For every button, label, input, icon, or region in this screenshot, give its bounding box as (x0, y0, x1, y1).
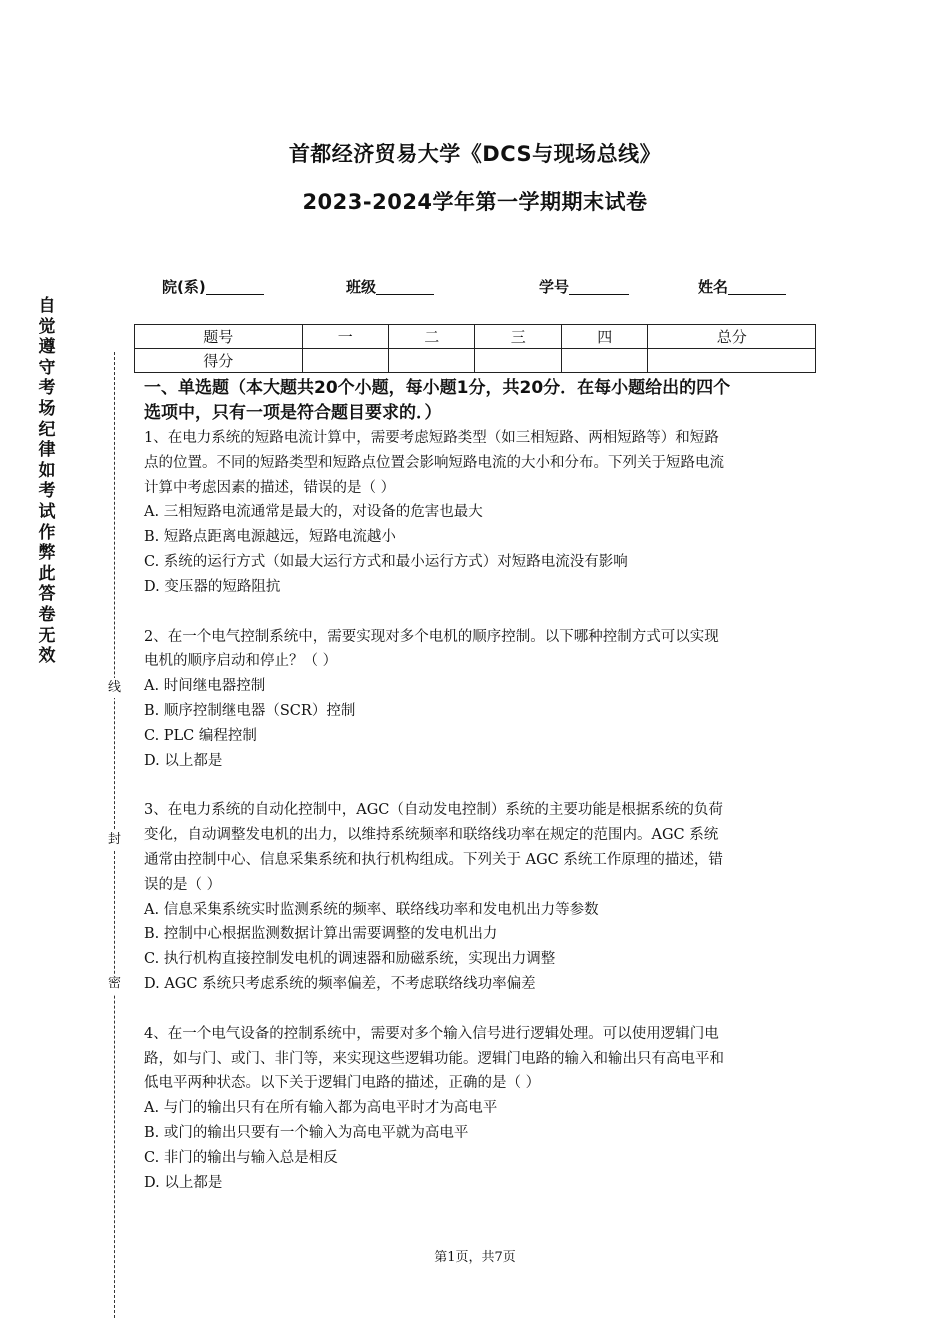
question-gap (144, 600, 812, 625)
question-text: 点的位置。不同的短路类型和短路点位置会影响短路电流的大小和分布。下列关于短路电流 (144, 454, 724, 471)
answer-option[interactable]: B. 顺序控制继电器（SCR）控制 (144, 702, 356, 719)
answer-option[interactable]: D. 以上都是 (144, 1174, 223, 1191)
side-notice-char: 答 (38, 584, 56, 605)
question-text: 电机的顺序启动和停止？（ ） (144, 653, 338, 670)
side-notice-char: 守 (38, 357, 56, 378)
score-table (134, 324, 816, 373)
side-notice-char: 无 (38, 625, 56, 646)
score-cell-header: 四 (561, 325, 647, 349)
question-text: 误的是（ ） (144, 876, 222, 893)
side-notice-char: 卷 (38, 604, 56, 625)
side-notice-char: 试 (38, 501, 56, 522)
question-text: 计算中考虑因素的描述，错误的是（ ） (144, 479, 396, 496)
score-table-score-row (135, 349, 816, 373)
question-text: 路，如与门、或门、非门等，来实现这些逻辑功能。逻辑门电路的输入和输出只有高电平和 (144, 1050, 724, 1067)
question-gap (144, 997, 812, 1022)
exam-title-line1: 首都经济贸易大学《DCS与现场总线》 (288, 142, 662, 166)
side-notice-char: 如 (38, 460, 56, 481)
question-text: 低电平两种状态。以下关于逻辑门电路的描述，正确的是（ ） (144, 1075, 541, 1092)
exam-content (144, 376, 812, 1195)
side-notice-char: 弊 (38, 543, 56, 564)
score-cell-empty[interactable] (302, 349, 388, 373)
answer-option[interactable]: A. 时间继电器控制 (144, 678, 266, 695)
side-notice-char: 纪 (38, 419, 56, 440)
answer-option[interactable]: C. 非门的输出与输入总是相反 (144, 1149, 338, 1166)
seal-mark-secret: 密 (106, 974, 123, 994)
name-label: 姓名 (698, 278, 729, 296)
side-notice-char: 自 (38, 296, 56, 316)
answer-option[interactable]: D. 以上都是 (144, 752, 223, 769)
score-cell-header: 题号 (135, 325, 303, 349)
question-block (144, 625, 812, 799)
side-notice-char: 遵 (38, 337, 56, 358)
side-notice-char: 律 (38, 440, 56, 461)
score-cell-empty[interactable] (475, 349, 561, 373)
seal-mark-seal: 封 (106, 830, 123, 850)
score-cell-header: 一 (302, 325, 388, 349)
score-cell-header: 三 (475, 325, 561, 349)
class-field (346, 276, 434, 297)
question-text: 通常由控制中心、信息采集系统和执行机构组成。下列关于 AGC 系统工作原理的描述，错 (144, 851, 723, 868)
side-notice-char: 觉 (38, 316, 56, 337)
answer-option[interactable]: B. 短路点距离电源越远，短路电流越小 (144, 529, 396, 546)
answer-option[interactable]: A. 三相短路电流通常是最大的，对设备的危害也最大 (144, 504, 483, 521)
question-text: 1、在电力系统的短路电流计算中，需要考虑短路类型（如三相短路、两相短路等）和短路 (144, 430, 719, 446)
question-block (144, 426, 812, 625)
answer-option[interactable]: D. AGC 系统只考虑系统的频率偏差，不考虑联络线功率偏差 (144, 975, 536, 992)
score-cell-empty[interactable] (648, 349, 816, 373)
score-cell-header: 二 (388, 325, 474, 349)
section-heading: 选项中，只有一项是符合题目要求的．） (144, 403, 442, 423)
answer-option[interactable]: B. 或门的输出只要有一个输入为高电平就为高电平 (144, 1124, 469, 1141)
page-footer: 第1页，共7页 (434, 1250, 516, 1265)
score-cell-header: 总分 (648, 325, 816, 349)
student-id-field (539, 276, 629, 297)
exam-title-line2: 2023-2024学年第一学期期末试卷 (302, 190, 648, 214)
question-gap (144, 773, 812, 798)
score-row-label: 得分 (135, 349, 303, 373)
score-table-header-row (135, 325, 816, 349)
answer-option[interactable]: C. PLC 编程控制 (144, 727, 257, 744)
side-notice-char: 作 (38, 522, 56, 543)
class-label: 班级 (346, 278, 377, 296)
answer-option[interactable]: C. 系统的运行方式（如最大运行方式和最小运行方式）对短路电流没有影响 (144, 553, 628, 570)
student-id-label: 学号 (539, 278, 570, 296)
question-block (144, 798, 812, 1021)
question-text: 变化，自动调整发电机的出力，以维持系统频率和联络线功率在规定的范围内。AGC 系统 (144, 827, 719, 844)
question-block (144, 1022, 812, 1196)
student-id-blank[interactable] (569, 278, 629, 295)
dept-field (162, 276, 264, 297)
side-notice-char: 场 (38, 398, 56, 419)
seal-mark-line: 线 (106, 678, 123, 698)
side-notice-char: 考 (38, 378, 56, 399)
section-heading: 一、单选题（本大题共20个小题，每小题1分，共20分．在每小题给出的四个 (144, 378, 731, 398)
score-cell-empty[interactable] (561, 349, 647, 373)
side-notice-char: 效 (38, 646, 56, 667)
name-field (698, 276, 786, 297)
answer-option[interactable]: A. 与门的输出只有在所有输入都为高电平时才为高电平 (144, 1100, 498, 1117)
answer-option[interactable]: B. 控制中心根据监测数据计算出需要调整的发电机出力 (144, 926, 498, 943)
score-cell-empty[interactable] (388, 349, 474, 373)
answer-option[interactable]: D. 变压器的短路阻抗 (144, 578, 281, 595)
question-text: 3、在电力系统的自动化控制中，AGC（自动发电控制）系统的主要功能是根据系统的负荷 (144, 802, 723, 819)
name-blank[interactable] (728, 278, 786, 295)
question-text: 2、在一个电气控制系统中，需要实现对多个电机的顺序控制。以下哪种控制方式可以实现 (144, 628, 719, 645)
class-blank[interactable] (376, 278, 434, 295)
answer-option[interactable]: C. 执行机构直接控制发电机的调速器和励磁系统，实现出力调整 (144, 951, 556, 968)
dept-label: 院(系) (162, 278, 206, 296)
question-text: 4、在一个电气设备的控制系统中，需要对多个输入信号进行逻辑处理。可以使用逻辑门电 (144, 1025, 719, 1042)
side-notice-char: 考 (38, 481, 56, 502)
answer-option[interactable]: A. 信息采集系统实时监测系统的频率、联络线功率和发电机出力等参数 (144, 901, 599, 918)
side-notice-vertical (36, 296, 58, 667)
dept-blank[interactable] (206, 278, 264, 295)
question-list (144, 426, 812, 1195)
side-notice-char: 此 (38, 563, 56, 584)
